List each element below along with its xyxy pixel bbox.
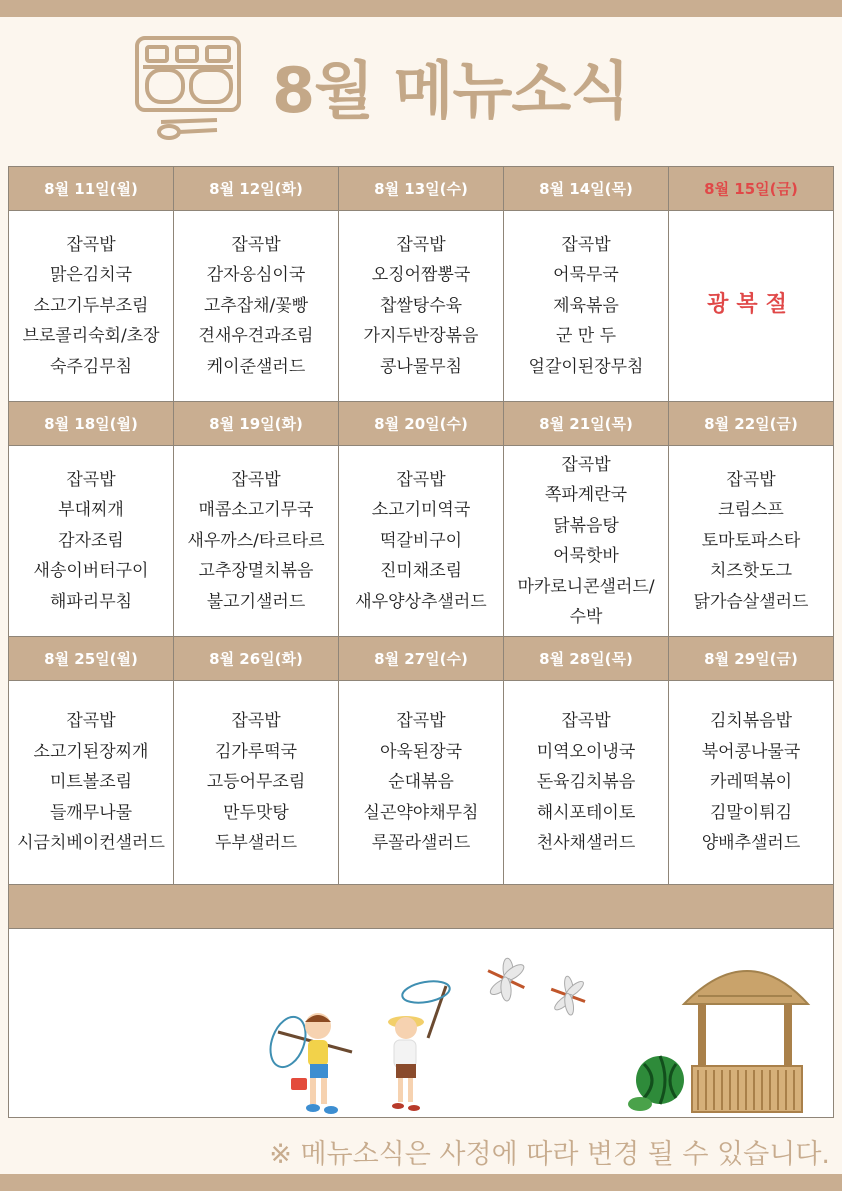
menu-item: 고추장멸치볶음 <box>198 561 314 582</box>
menu-item: 잡곡밥 <box>231 234 281 255</box>
menu-item: 닭볶음탕 <box>553 515 619 536</box>
date-cell: 8월 25일(월) <box>9 637 174 681</box>
menu-item: 소고기두부조림 <box>33 295 149 316</box>
menu-row-week-1 <box>9 211 834 402</box>
menu-item: 잡곡밥 <box>561 234 611 255</box>
date-cell: 8월 28일(목) <box>504 637 669 681</box>
menu-item: 제육볶음 <box>553 295 619 316</box>
menu-item: 맑은김치국 <box>49 265 133 286</box>
menu-item: 카레떡볶이 <box>709 772 793 793</box>
menu-item: 잡곡밥 <box>396 234 446 255</box>
menu-item: 잡곡밥 <box>66 711 116 732</box>
menu-item: 새우양상추샐러드 <box>355 591 487 612</box>
menu-item: 잡곡밥 <box>396 711 446 732</box>
menu-cell <box>9 446 174 637</box>
menu-item: 들깨무나물 <box>49 802 133 823</box>
menu-item: 잡곡밥 <box>231 711 281 732</box>
watermelon-icon <box>628 1056 684 1111</box>
summer-illustration <box>8 930 834 1118</box>
date-cell: 8월 27일(수) <box>339 637 504 681</box>
menu-item: 돈육김치볶음 <box>536 772 636 793</box>
date-cell: 8월 11일(월) <box>9 167 174 211</box>
menu-item: 크림스프 <box>718 500 784 521</box>
menu-item: 천사채샐러드 <box>536 833 636 854</box>
menu-item: 잡곡밥 <box>66 469 116 490</box>
menu-item: 가지두반장볶음 <box>363 326 479 347</box>
top-band <box>0 0 842 17</box>
menu-item: 고등어무조림 <box>206 772 306 793</box>
menu-item: 얼갈이된장무침 <box>528 356 644 377</box>
lunch-tray-icon <box>133 34 243 144</box>
menu-item: 김치볶음밥 <box>709 711 793 732</box>
date-cell: 8월 22일(금) <box>669 402 834 446</box>
menu-item: 수박 <box>569 607 603 627</box>
menu-item: 매콤소고기무국 <box>198 500 314 521</box>
menu-item: 브로콜리숙회/초장 <box>22 326 160 347</box>
date-cell: 8월 18일(월) <box>9 402 174 446</box>
footer-note: ※ 메뉴소식은 사정에 따라 변경 될 수 있습니다. <box>269 1139 830 1170</box>
menu-item: 소고기된장찌개 <box>33 741 149 762</box>
bottom-band <box>0 1174 842 1191</box>
date-cell: 8월 13일(수) <box>339 167 504 211</box>
menu-item: 미역오이냉국 <box>536 741 636 762</box>
menu-item: 잡곡밥 <box>726 469 776 490</box>
menu-item: 떡갈비구이 <box>379 530 463 551</box>
menu-item: 감자옹심이국 <box>206 265 306 286</box>
menu-cell <box>174 211 339 402</box>
menu-item: 잡곡밥 <box>561 711 611 732</box>
menu-cell <box>504 446 669 637</box>
menu-item: 두부샐러드 <box>214 833 298 854</box>
date-row-week-2 <box>9 402 834 446</box>
menu-item: 견새우견과조림 <box>198 326 314 347</box>
menu-cell <box>669 681 834 885</box>
menu-cell <box>669 446 834 637</box>
pavilion-icon <box>684 971 808 1112</box>
menu-item: 닭가슴살샐러드 <box>693 591 809 612</box>
menu-row-week-2 <box>9 446 834 637</box>
menu-item: 북어콩나물국 <box>701 741 801 762</box>
menu-cell <box>339 211 504 402</box>
menu-item: 김말이튀김 <box>709 802 793 823</box>
menu-item: 오징어짬뽕국 <box>371 265 471 286</box>
menu-item: 새송이버터구이 <box>33 561 149 582</box>
menu-item: 잡곡밥 <box>561 454 611 475</box>
menu-item: 아욱된장국 <box>379 741 463 762</box>
menu-item: 미트볼조림 <box>49 772 133 793</box>
menu-cell <box>339 681 504 885</box>
date-cell: 8월 19일(화) <box>174 402 339 446</box>
menu-item: 어묵핫바 <box>553 546 619 566</box>
blank-band-row <box>9 885 834 929</box>
menu-cell <box>504 211 669 402</box>
blank-band-cell <box>9 885 834 929</box>
menu-item: 진미채조림 <box>379 561 463 582</box>
date-row-week-1 <box>9 167 834 211</box>
menu-item: 숙주김무침 <box>49 356 133 377</box>
menu-item: 잡곡밥 <box>396 469 446 490</box>
date-cell: 8월 20일(수) <box>339 402 504 446</box>
date-row-week-3 <box>9 637 834 681</box>
menu-item: 순대볶음 <box>388 772 454 793</box>
menu-item: 잡곡밥 <box>66 234 116 255</box>
date-cell: 8월 29일(금) <box>669 637 834 681</box>
holiday-date-cell: 8월 15일(금) <box>669 167 834 211</box>
menu-item: 어묵무국 <box>553 265 619 286</box>
menu-item: 콩나물무침 <box>379 356 463 377</box>
date-cell: 8월 21일(목) <box>504 402 669 446</box>
menu-item: 부대찌개 <box>58 500 124 521</box>
menu-item: 찹쌀탕수육 <box>379 295 463 316</box>
menu-item: 감자조림 <box>58 530 124 551</box>
menu-item: 루꼴라샐러드 <box>371 833 471 854</box>
holiday-label: 광복절 <box>707 292 795 318</box>
menu-cell <box>9 211 174 402</box>
menu-item: 시금치베이컨샐러드 <box>17 833 165 854</box>
menu-item: 불고기샐러드 <box>206 591 306 612</box>
menu-cell <box>339 446 504 637</box>
menu-item: 치즈핫도그 <box>709 561 793 582</box>
menu-item: 쪽파계란국 <box>544 485 628 505</box>
menu-cell <box>504 681 669 885</box>
menu-item: 실곤약야채무침 <box>363 802 479 823</box>
menu-item: 잡곡밥 <box>231 469 281 490</box>
dragonfly-icon <box>479 951 534 1008</box>
menu-item: 김가루떡국 <box>214 741 298 762</box>
date-cell: 8월 14일(목) <box>504 167 669 211</box>
menu-row-week-3 <box>9 681 834 885</box>
menu-cell <box>9 681 174 885</box>
menu-item: 새우까스/타르타르 <box>187 530 325 551</box>
date-cell: 8월 12일(화) <box>174 167 339 211</box>
boy-with-net-icon <box>264 1012 352 1114</box>
menu-item: 소고기미역국 <box>371 500 471 521</box>
menu-item: 만두맛탕 <box>223 802 289 823</box>
holiday-cell <box>669 211 834 402</box>
menu-item: 고추잡채/꽃빵 <box>203 295 309 316</box>
menu-item: 마카로니콘샐러드/ <box>517 576 655 597</box>
menu-item: 양배추샐러드 <box>701 833 801 854</box>
menu-item: 해시포테이토 <box>536 802 636 823</box>
menu-item: 토마토파스타 <box>701 530 801 551</box>
menu-item: 군 만 두 <box>555 326 617 347</box>
menu-item: 해파리무침 <box>49 591 133 612</box>
menu-cell <box>174 446 339 637</box>
page-title: 8월 메뉴소식 <box>272 54 630 127</box>
menu-item: 케이준샐러드 <box>206 356 306 377</box>
menu-cell <box>174 681 339 885</box>
dragonfly-icon <box>545 971 592 1020</box>
date-cell: 8월 26일(화) <box>174 637 339 681</box>
girl-with-net-icon <box>388 978 451 1111</box>
